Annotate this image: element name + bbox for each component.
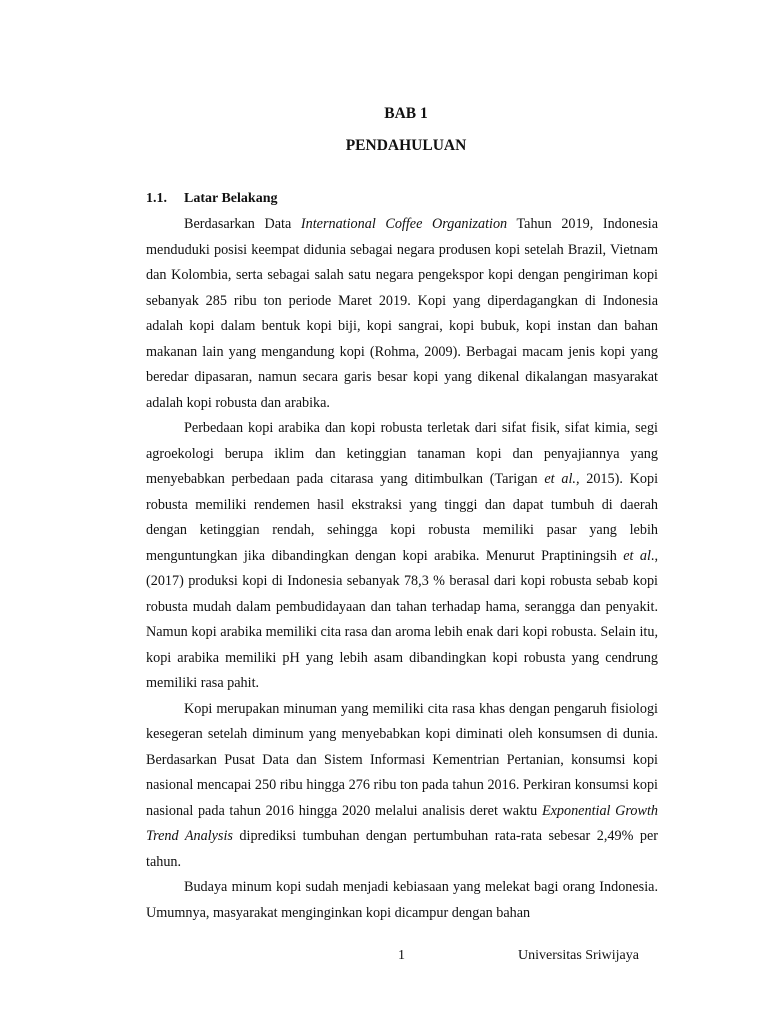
paragraph-text: Berdasarkan Data bbox=[184, 216, 301, 232]
page-number: 1 bbox=[398, 948, 405, 963]
paragraph-text: Budaya minum kopi sudah menjadi kebiasaan yang melekat bagi orang Indonesia. Umumnya, masyarakat menginginkan kopi dicampur dengan bahan bbox=[146, 879, 658, 921]
italic-term: International Coffee Organization bbox=[300, 216, 508, 232]
paragraph-text: ., (2017) produksi kopi di Indonesia sebanyak 78,3 % berasal dari kopi robusta sebab kopi robusta mudah dalam pembudidayaan dan tahan terhadap hama, serangga dan penyakit. Namun kopi arabika memiliki cita rasa dan aroma lebih enak dari kopi robusta. Selain itu, kopi arabika memiliki pH yang lebih asam dibandingkan kopi robusta yang cendrung memiliki rasa pahit. bbox=[146, 547, 658, 691]
italic-term: et al., bbox=[544, 471, 580, 487]
paragraph-text: Kopi merupakan minuman yang memiliki cita rasa khas dengan pengaruh fisiologi kesegeran setelah diminum yang menyebabkan kopi diminati oleh konsumsen di dunia. Berdasarkan Pusat Data dan Sistem Informasi Kementrian Pertanian, konsumsi kopi nasional mencapai 250 ribu hingga 276 ribu ton pada tahun 2016. Perkiran konsumsi kopi nasional pada tahun 2016 hingga 2020 melalui analisis deret waktu bbox=[146, 700, 658, 819]
paragraph-1 bbox=[146, 212, 658, 416]
page-content bbox=[146, 103, 658, 926]
italic-term: et al bbox=[623, 547, 651, 564]
section-heading bbox=[146, 190, 658, 208]
paragraph-4 bbox=[146, 875, 658, 926]
paragraph-3 bbox=[146, 697, 658, 876]
institution-name: Universitas Sriwijaya bbox=[518, 948, 639, 963]
paragraph-2 bbox=[146, 416, 658, 697]
section-title: Latar Belakang bbox=[184, 191, 278, 206]
paragraph-text: Perbedaan kopi arabika dan kopi robusta terletak dari sifat fisik, sifat kimia, segi agroekologi berupa iklim dan ketinggian tanaman kopi dan penyajiannya yang menyebabkan perbedaan pada citarasa yang ditimbulkan (Tarigan bbox=[146, 420, 658, 487]
chapter-title: PENDAHULUAN bbox=[345, 137, 467, 154]
paragraph-text: Tahun 2019, Indonesia menduduki posisi keempat didunia sebagai negara produsen kopi setelah Brazil, Vietnam dan Kolombia, serta sebagai salah satu negara pengekspor kopi dengan pengiriman kopi sebanyak 285 ribu ton periode Maret 2019. Kopi yang diperdagangkan di Indonesia adalah kopi dalam bentuk kopi biji, kopi sangrai, kopi bubuk, kopi instan dan bahan makanan lain yang mengandung kopi (Rohma, 2009). Berbagai macam jenis kopi yang beredar dipasaran, namun secara garis besar kopi yang dikenal dikalangan masyarakat adalah kopi robusta dan arabika. bbox=[146, 216, 659, 411]
section-number: 1.1. bbox=[146, 191, 167, 206]
paragraph-text: diprediksi tumbuhan dengan pertumbuhan rata-rata sebesar 2,49% per tahun. bbox=[146, 828, 659, 870]
paragraph-text: 2015). Kopi robusta memiliki rendemen hasil ekstraksi yang tinggi dan dapat tumbuh di daerah dengan ketinggian rendah, sehingga kopi robusta memiliki pasar yang lebih menguntungkan jika dibandingkan dengan kopi arabika. Menurut Praptiningsih bbox=[146, 471, 659, 564]
chapter-number: BAB 1 bbox=[384, 105, 428, 122]
italic-term: Exponential Growth Trend Analysis bbox=[146, 802, 659, 844]
